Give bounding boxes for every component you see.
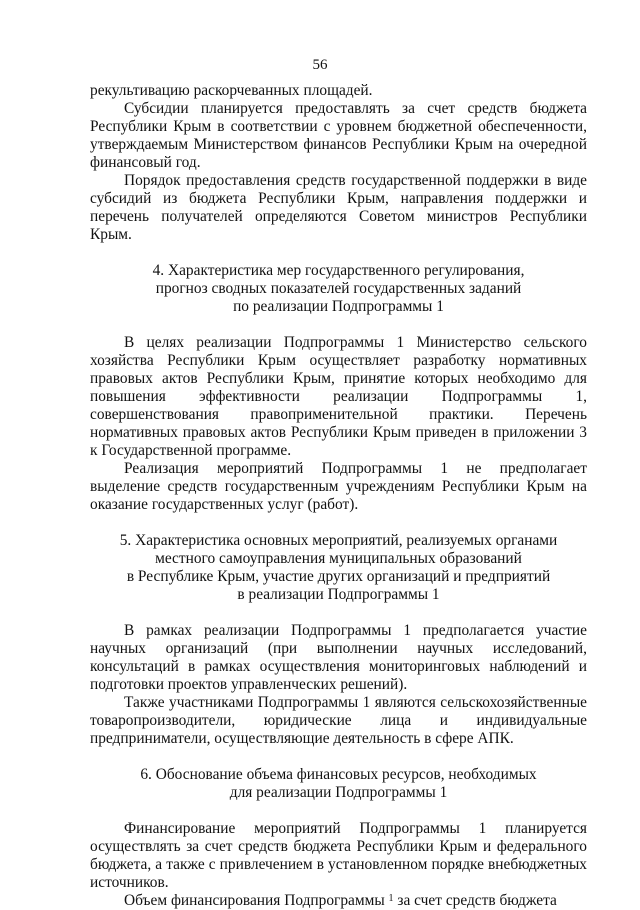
section-4-heading-line: прогноз сводных показателей государственных заданий	[155, 280, 522, 297]
section-5-paragraph: В рамках реализации Подпрограммы 1 предполагается участие научных организаций (при выполнении научных исследований, консультаций в рамках осуществления мониторинговых наблюдений и подготовки проектов управленческих решений).	[90, 622, 587, 693]
section-5-heading-line: 5. Характеристика основных мероприятий, реализуемых органами	[119, 532, 558, 549]
last-paragraph-text: Объем финансирования Подпрограммы	[124, 892, 389, 909]
section-5-heading-line: в Республике Крым, участие других организаций и предприятий	[126, 568, 551, 585]
section-5-heading-line: местного самоуправления муниципальных образований	[155, 550, 522, 567]
section-4-paragraph: В целях реализации Подпрограммы 1 Министерство сельского хозяйства Республики Крым осуществляет разработку нормативных правовых актов Республики Крым, принятие которых необходимо для повышения эффективности реализации Подпрограммы 1, совершенствования правоприменительной практики. Перечень нормативных правовых актов Республики Крым приведен в приложении 3 к Государственной программе.	[90, 334, 587, 459]
section-4-heading	[90, 262, 587, 316]
section-6-last-paragraph	[90, 892, 587, 910]
page-number: 56	[312, 57, 328, 73]
paragraph-subsidies: Субсидии планируется предоставлять за счет средств бюджета Республики Крым в соответствии с уровнем бюджетной обеспеченности, утверждаемым Министерством финансов Республики Крым на очередной финансовый год.	[90, 100, 587, 171]
section-6-heading	[90, 766, 587, 802]
section-4-paragraph: Реализация мероприятий Подпрограммы 1 не предполагает выделение средств государственным учреждениям Республики Крым на оказание государственных услуг (работ).	[90, 460, 587, 513]
section-5-heading	[90, 532, 587, 604]
section-5-paragraph: Также участниками Подпрограммы 1 являются сельскохозяйственные товаропроизводители, юридические лица и индивидуальные предприниматели, осуществляющие деятельность в сфере АПК.	[90, 694, 587, 747]
section-4-heading-line: по реализации Подпрограммы 1	[233, 298, 444, 315]
section-5-heading-line: в реализации Подпрограммы 1	[237, 586, 440, 603]
paragraph-continuation: рекультивацию раскорчеванных площадей.	[90, 82, 373, 99]
document-body	[90, 82, 587, 910]
section-6-heading-line: для реализации Подпрограммы 1	[229, 784, 448, 801]
footnote-mark: 1	[388, 893, 394, 904]
section-4-heading-line: 4. Характеристика мер государственного регулирования,	[152, 262, 525, 279]
last-paragraph-text-end: за счет средств бюджета	[393, 892, 557, 909]
section-6-paragraph: Финансирование мероприятий Подпрограммы 1 планируется осуществлять за счет средств бюджета Республики Крым и федерального бюджета, а также с привлечением в установленном порядке внебюджетных источников.	[90, 820, 587, 891]
paragraph-support-procedure: Порядок предоставления средств государственной поддержки в виде субсидий из бюджета Республики Крым, направления поддержки и перечень получателей определяются Советом министров Республики Крым.	[90, 172, 587, 243]
section-6-heading-line: 6. Обоснование объема финансовых ресурсов, необходимых	[140, 766, 537, 783]
